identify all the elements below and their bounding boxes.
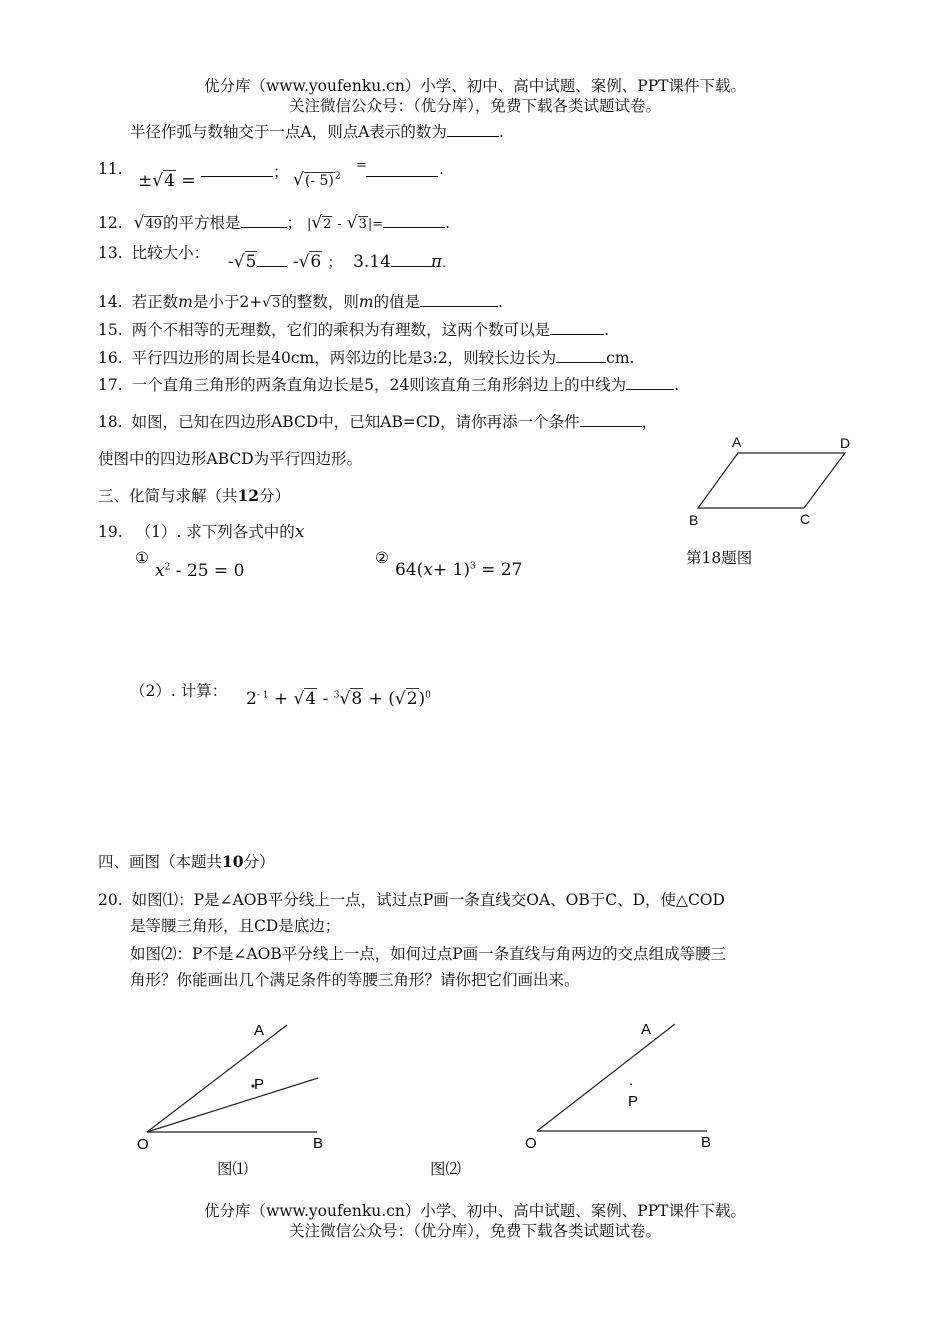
question-14: 14. 若正数m是小于2+√3的整数，则m的值是 . bbox=[98, 293, 504, 311]
label-p: P bbox=[254, 1076, 265, 1093]
answer-blank bbox=[366, 162, 438, 177]
answer-blank bbox=[580, 412, 642, 427]
label-o: O bbox=[525, 1135, 537, 1152]
figure-2-angle bbox=[520, 1010, 730, 1160]
answer-blank bbox=[556, 348, 606, 363]
figure-1-caption: 图⑴ bbox=[217, 1160, 249, 1178]
question-20-line-4: 角形？你能画出几个满足条件的等腰三角形？请你把它们画出来。 bbox=[130, 971, 580, 989]
question-11-expression-2: √(- 5)$^2$ bbox=[293, 170, 341, 190]
circled-one: ① bbox=[135, 549, 149, 567]
question-15: 15. 两个不相等的无理数，它们的乘积为有理数，这两个数可以是 . bbox=[98, 321, 610, 339]
figure-1-angle-bisector bbox=[130, 1010, 350, 1160]
answer-blank bbox=[550, 320, 604, 335]
header-line-2: 关注微信公众号：（优分库），免费下载各类试题试卷。 bbox=[288, 97, 661, 115]
calculation-expression: $2^{- 1} + √4 - ^3√8 + (√2)^0$ bbox=[246, 689, 431, 709]
question-10-continuation: 半径作弧与数轴交于一点A，则点A表示的数为 . bbox=[130, 123, 504, 141]
question-20-line-1: 20. 如图⑴：P是∠AOB平分线上一点，试过点P画一条直线交OA、OB于C、D，使△COD bbox=[98, 891, 725, 909]
circled-two: ② bbox=[375, 549, 389, 567]
answer-blank bbox=[241, 213, 287, 228]
ray-oa bbox=[147, 1025, 287, 1132]
question-11-number: 11. bbox=[98, 160, 123, 178]
answer-blank bbox=[257, 256, 287, 267]
question-18-line-2: 使图中的四边形ABCD为平行四边形。 bbox=[98, 450, 363, 468]
question-20-line-3: 如图⑵：P不是∠AOB平分线上一点，如何过点P画一条直线与角两边的交点组成等腰三 bbox=[130, 945, 727, 963]
answer-blank bbox=[201, 162, 273, 177]
label-p: P bbox=[628, 1093, 639, 1110]
question-19-part-2: （2）. 计算： bbox=[130, 682, 228, 700]
question-19: 19. （1）. 求下列各式中的x bbox=[98, 522, 305, 542]
answer-blank bbox=[626, 375, 674, 390]
equation-1: $x^2 - 25 = 0$ bbox=[155, 561, 245, 581]
question-13: 13. 比较大小： bbox=[98, 244, 210, 262]
question-18: 18. 如图，已知在四边形ABCD中，已知AB=CD，请你再添一个条件 ， bbox=[98, 413, 658, 431]
question-16: 16. 平行四边形的周长是40cm，两邻边的比是3:2，则较长边长为 cm. bbox=[98, 349, 635, 367]
period: . bbox=[439, 160, 444, 178]
question-20-line-2: 是等腰三角形，且CD是底边； bbox=[130, 917, 341, 935]
label-b: B bbox=[701, 1134, 712, 1151]
question-17: 17. 一个直角三角形的两条直角边长是5，24则该直角三角形斜边上的中线为 . bbox=[98, 376, 680, 394]
section-4-heading: 四、画图（本题共10分） bbox=[98, 852, 275, 871]
question-11-expression-1: ±√4 = bbox=[138, 171, 196, 191]
point-p-dot: . bbox=[629, 1072, 634, 1089]
label-d: D bbox=[840, 435, 851, 451]
question-12: 12. √49的平方根是 ； |√2 - √3|= . bbox=[98, 213, 451, 233]
header-line-1: 优分库（www.youfenku.cn）小学、初中、高中试题、案例、PPT课件下载。 bbox=[203, 77, 747, 95]
label-a: A bbox=[732, 434, 742, 450]
section-3-heading: 三、化简与求解（共12分） bbox=[98, 486, 291, 505]
bisector-ray bbox=[147, 1078, 318, 1132]
label-b: B bbox=[313, 1135, 324, 1152]
answer-blank bbox=[447, 122, 499, 137]
label-c: C bbox=[800, 511, 811, 527]
parallelogram-figure bbox=[680, 430, 860, 530]
question-13-expression: -√5 -√6 ； 3.14 π. bbox=[228, 252, 446, 272]
footer-line-1: 优分库（www.youfenku.cn）小学、初中、高中试题、案例、PPT课件下载。 bbox=[203, 1202, 747, 1220]
label-o: O bbox=[137, 1136, 149, 1153]
figure-2-caption: 图⑵ bbox=[430, 1160, 462, 1178]
label-a: A bbox=[641, 1021, 652, 1038]
answer-blank bbox=[383, 213, 445, 228]
figure-18-caption: 第18题图 bbox=[686, 549, 753, 567]
parallelogram-abcd bbox=[698, 453, 845, 508]
footer-line-2: 关注微信公众号：（优分库），免费下载各类试题试卷。 bbox=[288, 1222, 661, 1240]
answer-blank bbox=[420, 292, 498, 307]
ray-oa bbox=[537, 1024, 675, 1131]
equals-sign: = bbox=[356, 158, 367, 173]
equation-2: $64(x+ 1)^3 = 27$ bbox=[395, 560, 523, 580]
separator: ； bbox=[273, 163, 289, 181]
answer-blank bbox=[391, 256, 431, 267]
label-a: A bbox=[254, 1022, 265, 1039]
label-b: B bbox=[689, 512, 699, 528]
